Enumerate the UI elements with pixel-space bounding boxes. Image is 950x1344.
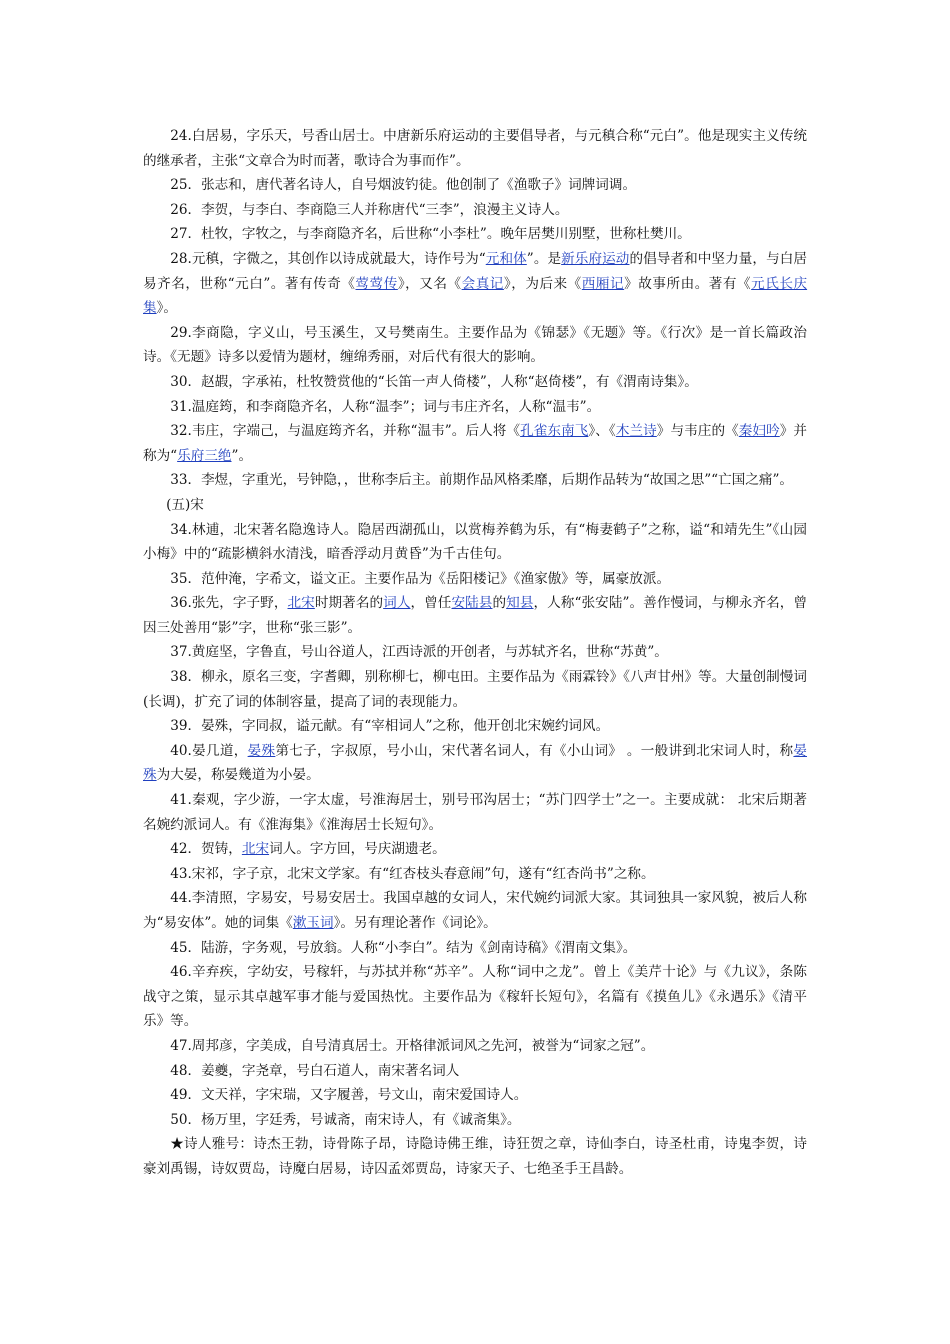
text-run: (五)宋 <box>166 496 204 513</box>
text-run: 34.林逋，北宋著名隐逸诗人。隐居西湖孤山，以赏梅养鹤为乐，有“梅妻鹤子”之称，谥“和靖先生”《山园小梅》中的“疏影横斜水清浅，暗香浮动月黄昏”为千古佳句。 <box>143 521 807 563</box>
hyperlink[interactable]: 元氏长庆集 <box>143 275 808 317</box>
text-run: 39．晏殊，字同叔，谥元献。有“宰相词人”之称，他开创北宋婉约词风。 <box>170 718 610 735</box>
paragraph <box>143 1059 807 1084</box>
text-run: 36.张先，字子野， <box>170 595 288 612</box>
text-run: 30．赵嘏，字承祐，杜牧赞赏他的“长笛一声人倚楼”，人称“赵倚楼”，有《渭南诗集》。 <box>170 373 698 390</box>
text-run: 27．杜牧，字牧之，与李商隐齐名，后世称“小李杜”。晚年居樊川别墅，世称杜樊川。 <box>170 226 691 243</box>
text-run: 词人。字方回，号庆湖遗老。 <box>269 841 446 858</box>
text-run: 47.周邦彦，字美成，自号清真居士。开格律派词风之先河，被誉为“词家之冠”。 <box>170 1037 655 1054</box>
text-run: ，曾任 <box>410 595 452 612</box>
text-run: 43.宋祁，字子京，北宋文学家。有“红杏枝头春意闹”句，遂有“红杏尚书”之称。 <box>170 865 655 882</box>
hyperlink[interactable]: 乐府三绝 <box>177 447 232 464</box>
paragraph <box>143 370 807 395</box>
hyperlink[interactable]: 安陆县 <box>451 595 493 612</box>
text-run: ★诗人雅号：诗杰王勃，诗骨陈子昂，诗隐诗佛王维，诗狂贺之章，诗仙李白，诗圣杜甫，诗鬼李贺，诗豪刘禹锡，诗奴贾岛，诗魔白居易，诗囚孟郊贾岛，诗家天子、七绝圣手王昌龄。 <box>143 1136 807 1177</box>
text-run: 32.韦庄，字端己，与温庭筠齐名，并称“温韦”。后人将《 <box>170 423 521 440</box>
paragraph <box>143 1083 807 1108</box>
text-run: 》，为后来《 <box>503 275 582 292</box>
text-run: 31.温庭筠，和李商隐齐名，人称“温李”；词与韦庄齐名，人称“温韦”。 <box>170 398 601 415</box>
text-run: ，人称“张安陆”。善作慢词，与柳永齐名，曾因三处善用“影”字，世称“张三影”。 <box>143 595 808 636</box>
text-run: 第七子，字叔原，号小山，宋代著名词人，有《小山词》 。一般讲到北宋词人时，称 <box>275 742 794 759</box>
paragraph <box>143 665 807 714</box>
text-run: 50．杨万里，字廷秀，号诚斋，南宋诗人，有《诚斋集》。 <box>170 1111 521 1128</box>
hyperlink[interactable]: 莺莺传 <box>355 275 398 292</box>
text-run: 45．陆游，字务观，号放翁。人称“小李白”。结为《剑南诗稿》《渭南文集》。 <box>170 939 637 956</box>
text-run: 》。另有理论著作《词论》。 <box>333 915 497 931</box>
paragraph <box>143 1132 807 1181</box>
text-run: 》故事所由。著有《 <box>624 275 752 292</box>
text-run: ”。 <box>231 447 253 464</box>
hyperlink[interactable]: 北宋 <box>287 595 315 612</box>
text-run: 》。 <box>156 300 177 317</box>
hyperlink[interactable]: 会真记 <box>461 275 504 292</box>
text-run: 48．姜夔，字尧章，号白石道人，南宋著名词人 <box>170 1062 460 1079</box>
text-run: 35．范仲淹，字希文，谥文正。主要作品为《岳阳楼记》《渔家傲》等，属豪放派。 <box>170 570 671 587</box>
paragraph <box>143 419 807 468</box>
text-run: 46.辛弃疾，字幼安，号稼轩，与苏拭并称“苏辛”。人称“词中之龙”。曾上《美芹十论》与《九议》，条陈战守之策，显示其卓越军事才能与爱国热忱。主要作品为《稼轩长短句》，名篇有《摸鱼儿》《永遇乐》《清平乐》等。 <box>143 964 807 1030</box>
text-run: 44.李清照，字易安，号易安居士。我国卓越的女词人，宋代婉约词派大家。其词独具一家风貌，被后人称为“易安体”。她的词集《 <box>143 890 807 931</box>
hyperlink[interactable]: 知县 <box>506 595 534 612</box>
text-run: 》，又名《 <box>397 275 462 292</box>
paragraph <box>143 936 807 961</box>
hyperlink[interactable]: 秦妇吟 <box>738 423 780 440</box>
text-run: 24.白居易，字乐天，号香山居士。中唐新乐府运动的主要倡导者，与元稹合称“元白”。他是现实主义传统的继承者，主张“文章合为时而著，歌诗合为事而作”。 <box>143 128 807 169</box>
hyperlink[interactable]: 晏殊 <box>143 742 808 784</box>
text-run: 42．贺铸， <box>170 841 242 858</box>
text-run: 的 <box>492 595 507 612</box>
paragraph <box>143 862 807 887</box>
text-run: 25．张志和，唐代著名诗人，自号烟波钓徒。他创制了《渔歌子》词牌词调。 <box>170 177 637 194</box>
paragraph <box>143 567 807 592</box>
hyperlink[interactable]: 孔雀东南飞 <box>520 423 589 440</box>
text-run: 29.李商隐，字义山，号玉溪生，又号樊南生。主要作品为《锦瑟》《无题》等。《行次》是一首长篇政治诗。《无题》诗多以爱情为题材，缠绵秀丽，对后代有很大的影响。 <box>143 324 807 366</box>
paragraph <box>143 1108 807 1133</box>
text-run: 时期著名的 <box>314 595 384 612</box>
text-run: 为大晏，称晏幾道为小晏。 <box>156 767 320 784</box>
text-run: 37.黄庭坚，字鲁直，号山谷道人，江西诗派的开创者，与苏轼齐名，世称“苏黄”。 <box>170 644 668 661</box>
paragraph <box>143 321 807 370</box>
text-run: 》并称为“ <box>143 423 808 464</box>
text-run: 38．柳永，原名三变，字耆卿，别称柳七，柳屯田。主要作品为《雨霖铃》《八声甘州》等。大量创制慢词(长调)，扩充了词的体制容量，提高了词的表现能力。 <box>143 669 807 710</box>
hyperlink[interactable]: 新乐府运动 <box>561 250 630 267</box>
paragraph <box>143 591 807 640</box>
document-page <box>143 124 807 1182</box>
text-run: 的倡导者和中坚力量，与白居易齐名，世称“元白”。著有传奇《 <box>143 250 807 292</box>
paragraph <box>143 640 807 665</box>
paragraph <box>143 198 807 223</box>
paragraph <box>143 837 807 862</box>
paragraph <box>143 739 807 788</box>
hyperlink[interactable]: 木兰诗 <box>615 423 657 440</box>
hyperlink[interactable]: 西厢记 <box>581 275 625 292</box>
hyperlink[interactable]: 北宋 <box>241 841 270 858</box>
hyperlink[interactable]: 漱玉词 <box>292 915 334 931</box>
paragraph <box>143 960 807 1034</box>
paragraph <box>143 886 807 935</box>
paragraph <box>143 518 807 567</box>
text-run: 49．文天祥，字宋瑞，又字履善，号文山，南宋爱国诗人。 <box>170 1087 528 1104</box>
text-run: 26．李贺，与李白、李商隐三人并称唐代“三李”，浪漫主义诗人。 <box>170 201 569 218</box>
text-run: 33．李煜，字重光，号钟隐，，世称李后主。前期作品风格柔靡，后期作品转为“故国之思”“亡国之痛”。 <box>170 472 794 489</box>
paragraph <box>143 222 807 247</box>
paragraph <box>143 788 807 837</box>
hyperlink[interactable]: 晏殊 <box>247 742 276 759</box>
paragraph <box>143 1034 807 1059</box>
paragraph <box>143 124 807 173</box>
paragraph <box>143 714 807 739</box>
text-run: ”。是 <box>526 250 562 267</box>
hyperlink[interactable]: 元和体 <box>485 250 527 267</box>
paragraph <box>143 247 807 321</box>
paragraph <box>143 468 807 493</box>
hyperlink[interactable]: 词人 <box>383 595 411 612</box>
text-run: 41.秦观，字少游，一字太虚，号淮海居士，别号邗沟居士；“苏门四学士”之一。主要成就： 北宋后期著名婉约派词人。有《淮海集》《淮海居士长短句》。 <box>143 792 807 833</box>
text-run: 》与韦庄的《 <box>656 423 739 440</box>
text-run: 》、《 <box>588 423 616 440</box>
text-run: 28.元稹，字微之，其创作以诗成就最大，诗作号为“ <box>170 250 486 267</box>
paragraph <box>143 173 807 198</box>
paragraph <box>143 395 807 420</box>
section-heading <box>143 493 807 518</box>
text-run: 40.晏几道， <box>170 742 248 759</box>
